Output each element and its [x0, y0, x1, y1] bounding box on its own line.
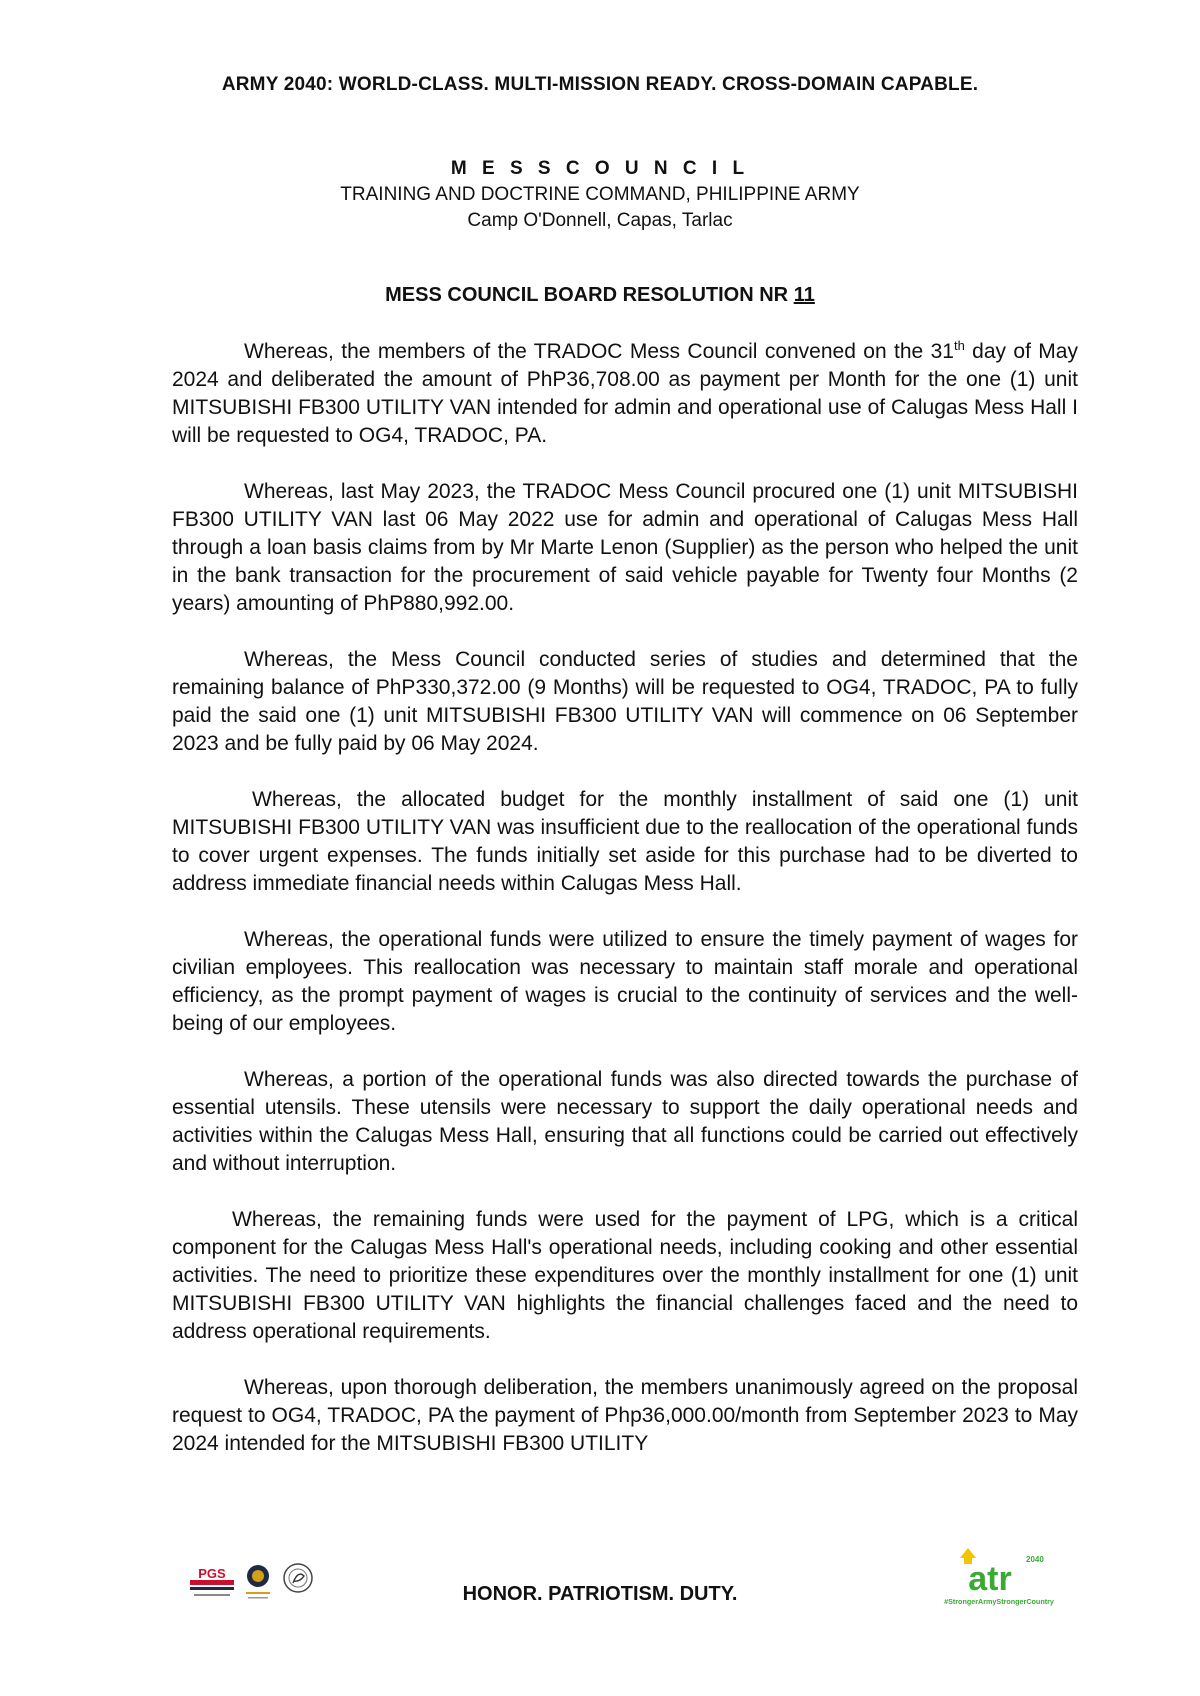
resolution-title [0, 284, 1200, 307]
whereas-paragraph-1 [172, 338, 1078, 450]
p1-text-a: Whereas, the members of the TRADOC Mess Council convened on the 31 [244, 340, 954, 363]
whereas-paragraph-3: Whereas, the Mess Council conducted series of studies and determined that the remaining balance of PhP330,372.00 (9 Months) will be requested to OG4, TRADOC, PA to fully paid the said one (1) unit MITSUBISHI FB300 UTILITY VAN will commence on 06 September 2023 and be fully paid by 06 May 2024. [172, 648, 1078, 755]
atr-2040-logo [928, 1548, 1070, 1608]
svg-text:#StrongerArmyStrongerCountry: #StrongerArmyStrongerCountry [944, 1597, 1054, 1606]
whereas-paragraph-7: Whereas, the remaining funds were used for the payment of LPG, which is a critical component for the Calugas Mess Hall's operational needs, including cooking and other essential activities. The need to prioritize these expenditures over the monthly installment for one (1) unit MITSUBISHI FB300 UTILITY VAN highlights the financial challenges faced and the need to address operational requirements. [172, 1208, 1078, 1343]
org-location: Camp O'Donnell, Capas, Tarlac [467, 210, 733, 231]
atr-logo-icon [928, 1548, 1070, 1608]
whereas-paragraph-2: Whereas, last May 2023, the TRADOC Mess Council procured one (1) unit MITSUBISHI FB300 UTILITY VAN last 06 May 2022 use for admin and operational of Calugas Mess Hall through a loan basis claims from by Mr Marte Lenon (Supplier) as the person who helped the unit in the bank transaction for the procurement of said vehicle payable for Twenty four Months (2 years) amounting of PhP880,992.00. [172, 480, 1078, 615]
svg-text:atr: atr [968, 1560, 1012, 1598]
resolution-title-prefix: MESS COUNCIL BOARD RESOLUTION NR [385, 284, 794, 306]
whereas-paragraph-6: Whereas, a portion of the operational funds was also directed towards the purchase of essential utensils. These utensils were necessary to support the daily operational needs and activities within the Calugas Mess Hall, ensuring that all functions could be carried out effectively and without interruption. [172, 1068, 1078, 1175]
p1-text-b: day of May 2024 and deliberated the amount of PhP36,708.00 as payment per Month for the one (1) unit MITSUBISHI FB300 UTILITY VAN intended for admin and operational use of Calugas Mess Hall I will be requested to OG4, TRADOC, PA. [172, 340, 1078, 447]
svg-text:PGS: PGS [198, 1566, 226, 1581]
army-core-values-motto: HONOR. PATRIOTISM. DUTY. [462, 1583, 738, 1605]
whereas-paragraph-8: Whereas, upon thorough deliberation, the members unanimously agreed on the proposal request to OG4, TRADOC, PA the payment of Php36,000.00/month from September 2023 to May 2024 intended for the MITSUBISHI FB300 UTILITY [172, 1376, 1078, 1455]
letterhead [0, 156, 1200, 234]
resolution-number: 11 [793, 284, 815, 306]
army-2040-motto: ARMY 2040: WORLD-CLASS. MULTI-MISSION READY. CROSS-DOMAIN CAPABLE. [221, 74, 979, 95]
ordinal-suffix: th [953, 338, 965, 353]
whereas-paragraph-4: Whereas, the allocated budget for the monthly installment of said one (1) unit MITSUBISHI FB300 UTILITY VAN was insufficient due to the reallocation of the operational funds to cover urgent expenses. The funds initially set aside for this purchase had to be diverted to address immediate financial needs within Calugas Mess Hall. [172, 788, 1078, 895]
org-name: M E S S C O U N C I L [450, 158, 750, 179]
svg-text:2040: 2040 [1026, 1555, 1044, 1564]
whereas-paragraph-5: Whereas, the operational funds were utilized to ensure the timely payment of wages for civilian employees. This reallocation was necessary to maintain staff morale and operational efficiency, as the prompt payment of wages is crucial to the continuity of services and the well-being of our employees. [172, 928, 1078, 1035]
resolution-body [172, 338, 1078, 1458]
org-command: TRAINING AND DOCTRINE COMMAND, PHILIPPINE ARMY [340, 184, 860, 205]
